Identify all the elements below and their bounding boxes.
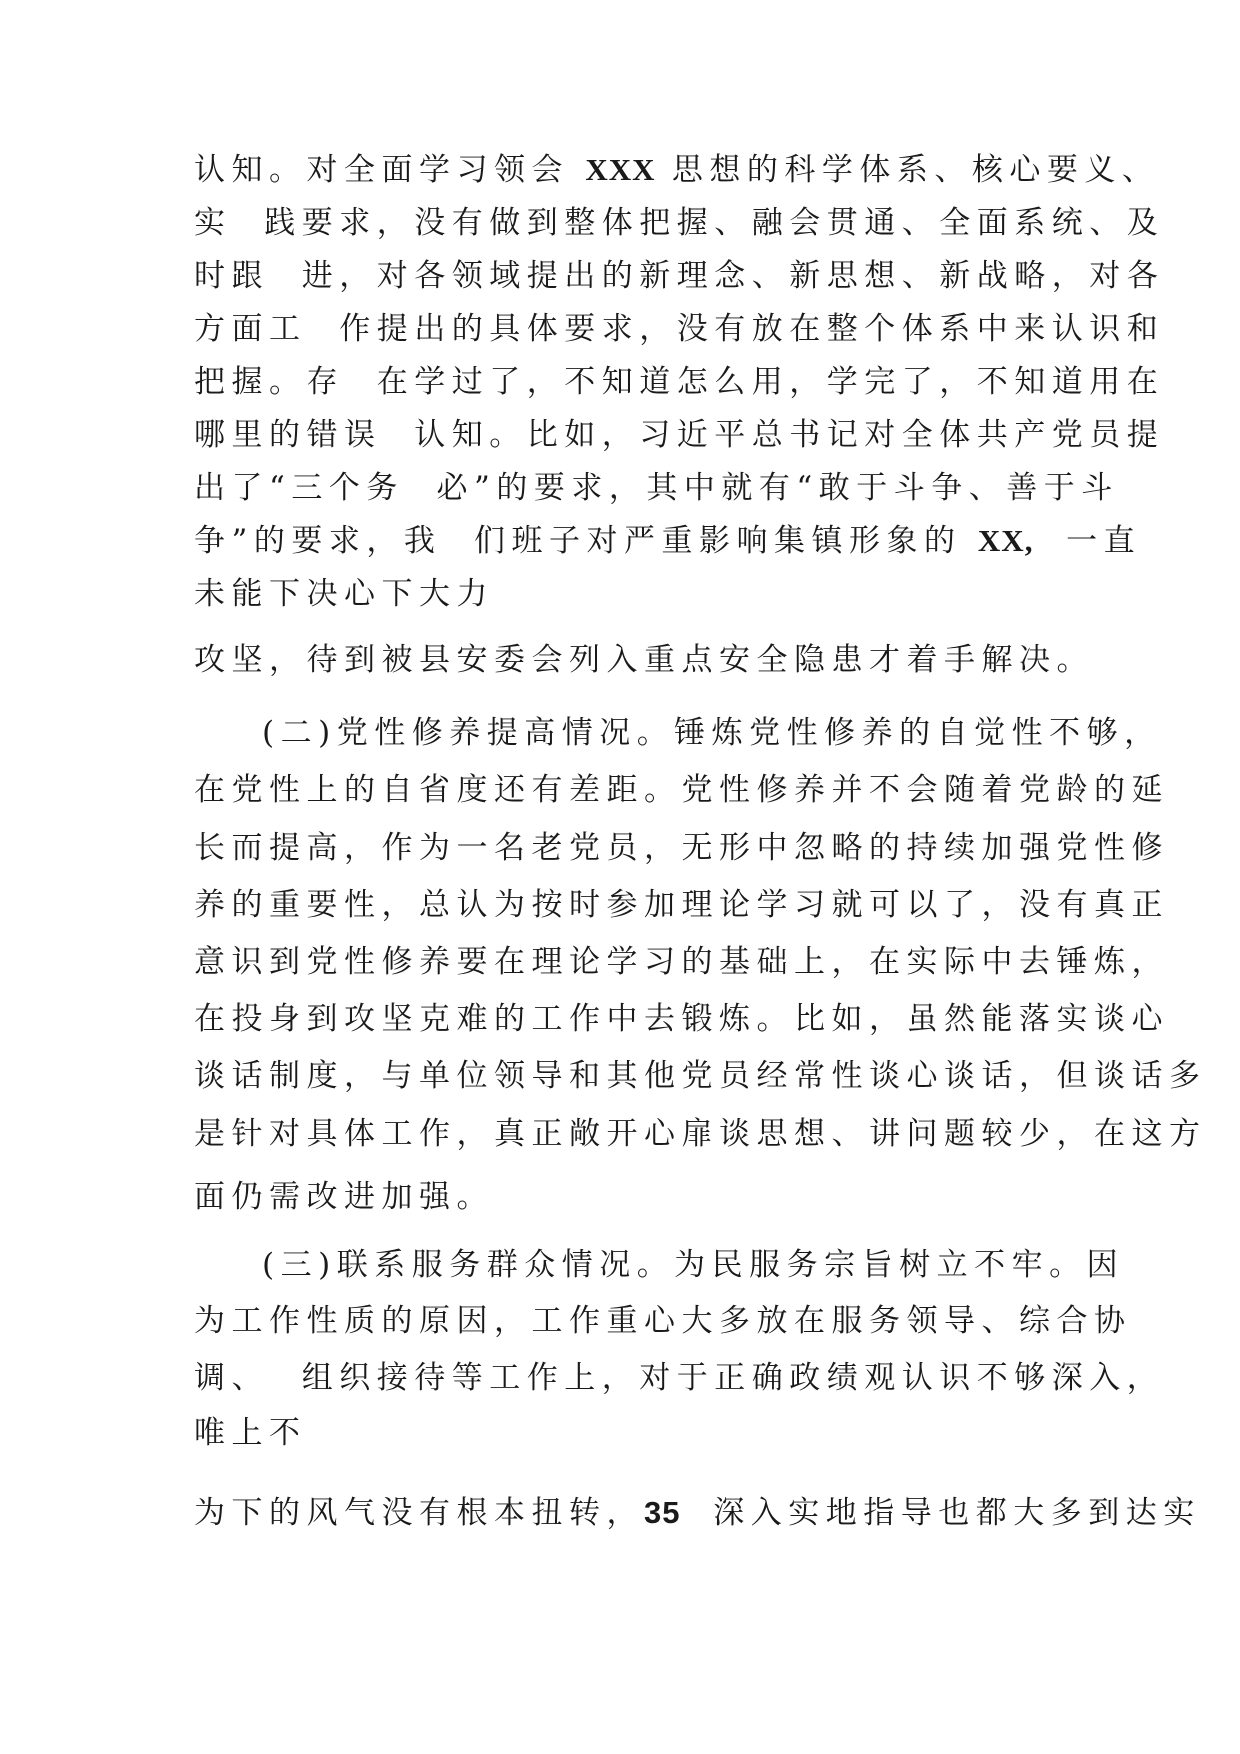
text-line: 在投身到攻坚克难的工作中去锻炼。比如，虽然能落实谈心 bbox=[194, 1001, 1169, 1037]
text-line: 是针对具体工作，真正敞开心扉谈思想、讲问题较少，在这方 bbox=[194, 1116, 1207, 1152]
text-span-bold: XXX bbox=[585, 152, 656, 187]
text-line: 意识到党性修养要在理论学习的基础上，在实际中去锤炼， bbox=[194, 944, 1169, 980]
text-line: 未能下决心下大力 bbox=[194, 576, 494, 612]
text-span: 一直 bbox=[1033, 523, 1142, 559]
text-line: 时跟 进，对各领域提出的新理念、新思想、新战略，对各 bbox=[194, 258, 1165, 294]
text-line: 出了“三个务 必”的要求，其中就有“敢于斗争、善于斗 bbox=[194, 470, 1119, 506]
text-line: 长而提高，作为一名老党员，无形中忽略的持续加强党性修 bbox=[194, 830, 1169, 866]
text-line: 面仍需改进加强。 bbox=[194, 1179, 494, 1215]
text-line: 为工作性质的原因，工作重心大多放在服务领导、综合协 bbox=[194, 1303, 1132, 1339]
text-line: 在党性上的自省度还有差距。党性修养并不会随着党龄的延 bbox=[194, 772, 1169, 808]
text-line: 唯上不 bbox=[194, 1415, 307, 1451]
text-span: 争”的要求，我 们班子对严重影响集镇形象的 bbox=[194, 523, 978, 559]
text-span: 深入实地指导也都大多到达实 bbox=[680, 1495, 1201, 1531]
text-span: 思想的科学体系、核心要义、 bbox=[655, 152, 1160, 188]
text-line bbox=[194, 150, 1159, 190]
text-span: 为下的风气没有根本扭转， bbox=[194, 1495, 644, 1531]
text-line bbox=[194, 1493, 1201, 1533]
text-span-bold: 35 bbox=[644, 1495, 681, 1530]
text-line: (二)党性修养提高情况。锤炼党性修养的自觉性不够， bbox=[262, 715, 1162, 751]
text-line: 实 践要求，没有做到整体把握、融会贯通、全面系统、及 bbox=[194, 205, 1165, 241]
text-line: 方面工 作提出的具体要求，没有放在整个体系中来认识和 bbox=[194, 311, 1165, 347]
text-line: 养的重要性，总认为按时参加理论学习就可以了，没有真正 bbox=[194, 887, 1169, 923]
text-line: 谈话制度，与单位领导和其他党员经常性谈心谈话，但谈话多 bbox=[194, 1058, 1207, 1094]
text-span: 认知。对全面学习领会 bbox=[194, 152, 586, 188]
text-line: (三)联系服务群众情况。为民服务宗旨树立不牢。因 bbox=[262, 1247, 1125, 1283]
text-line: 哪里的错误 认知。比如，习近平总书记对全体共产党员提 bbox=[194, 417, 1165, 453]
text-span-bold: XX, bbox=[977, 523, 1034, 558]
text-line: 攻坚，待到被县安委会列入重点安全隐患才着手解决。 bbox=[194, 642, 1094, 678]
text-line bbox=[194, 521, 1141, 561]
text-line: 调、 组织接待等工作上，对于正确政绩观认识不够深入， bbox=[194, 1360, 1165, 1396]
text-line: 把握。存 在学过了，不知道怎么用，学完了，不知道用在 bbox=[194, 364, 1165, 400]
